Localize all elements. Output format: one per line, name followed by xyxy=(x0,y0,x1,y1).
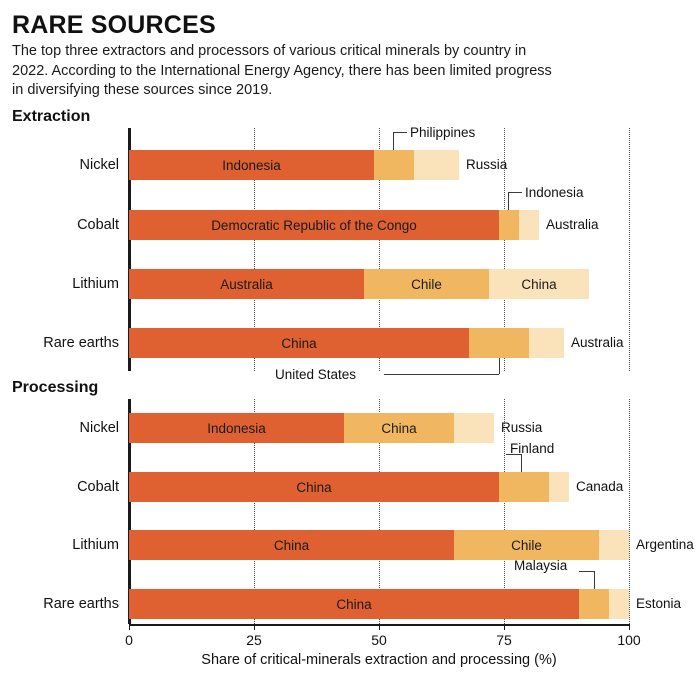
bar-segment xyxy=(364,269,489,299)
segment-label: China xyxy=(381,420,417,436)
row-label: Cobalt xyxy=(77,479,119,496)
leader-line xyxy=(594,571,595,589)
chart-panel-processing xyxy=(12,399,694,624)
table-row xyxy=(77,441,629,502)
gridline-100 xyxy=(629,399,630,624)
segment-label: China xyxy=(521,276,557,292)
leader-line xyxy=(508,192,509,210)
segment-label: Canada xyxy=(576,479,624,495)
plot-area-processing xyxy=(43,399,694,624)
segment-label: Democratic Republic of the Congo xyxy=(211,217,417,233)
bar-segment xyxy=(529,328,624,358)
x-tick xyxy=(254,624,255,630)
leader-line xyxy=(384,374,499,375)
segment-label: Russia xyxy=(466,157,508,173)
stacked-bar xyxy=(129,413,543,443)
stacked-bar xyxy=(129,150,508,180)
stacked-bar xyxy=(129,328,624,358)
x-tick-label: 100 xyxy=(617,632,641,649)
stacked-bar xyxy=(129,472,624,502)
leader-line xyxy=(521,454,522,472)
x-tick-label: 75 xyxy=(496,632,512,649)
segment-label: Australia xyxy=(571,335,624,351)
table-row xyxy=(72,530,694,560)
bar-segment xyxy=(499,472,549,502)
x-tick-label: 0 xyxy=(125,632,133,649)
bar-segment xyxy=(519,210,599,240)
bar-segment xyxy=(129,269,364,299)
bar-segment xyxy=(499,210,519,240)
bar-segment xyxy=(469,328,529,358)
bar-segment xyxy=(454,413,543,443)
row-label: Rare earths xyxy=(43,335,119,352)
bar-segment xyxy=(454,530,599,560)
x-tick-label: 25 xyxy=(246,632,262,649)
row-label: Cobalt xyxy=(77,217,119,234)
bar-segment xyxy=(489,269,589,299)
x-tick xyxy=(129,624,130,630)
callout-label: Indonesia xyxy=(525,185,584,201)
leader-line xyxy=(393,132,407,133)
page-subtitle: The top three extractors and processors of various critical minerals by country in 2022. According to the International Energy Agency, there has been limited progress in diversifying these sources since 2019. xyxy=(12,43,552,98)
bar-segment xyxy=(599,530,694,560)
table-row xyxy=(79,125,629,180)
bar-segment xyxy=(344,413,454,443)
bar-segment xyxy=(579,589,609,619)
segment-label: Australia xyxy=(220,276,273,292)
page-title: RARE SOURCES xyxy=(12,11,216,39)
segment-label: Chile xyxy=(511,537,542,553)
segment-label: Australia xyxy=(546,217,599,233)
leader-line xyxy=(508,192,522,193)
bar-segment xyxy=(549,472,624,502)
bar-segment xyxy=(129,589,579,619)
segment-label: China xyxy=(296,479,332,495)
x-tick xyxy=(629,624,630,630)
segment-label: Russia xyxy=(501,420,543,436)
leader-line xyxy=(499,358,500,374)
row-label: Rare earths xyxy=(43,596,119,613)
x-tick-label: 50 xyxy=(371,632,387,649)
callout-label: Finland xyxy=(510,441,555,457)
x-tick xyxy=(504,624,505,630)
segment-label: Chile xyxy=(411,276,442,292)
row-label: Nickel xyxy=(79,157,119,174)
plot-area-extraction xyxy=(43,125,629,383)
table-row xyxy=(43,558,682,619)
gridline-100 xyxy=(629,128,630,371)
stacked-bar xyxy=(129,530,694,560)
segment-label: China xyxy=(336,596,372,612)
stacked-bar xyxy=(129,269,589,299)
x-tick xyxy=(379,624,380,630)
bar-segment xyxy=(414,150,508,180)
table-row xyxy=(77,185,629,240)
leader-line xyxy=(579,571,594,572)
callout-label: Philippines xyxy=(410,125,476,141)
segment-label: China xyxy=(281,335,317,351)
stacked-bar xyxy=(129,589,682,619)
segment-label: Indonesia xyxy=(207,420,266,436)
bar-segment xyxy=(129,210,499,240)
table-row xyxy=(43,328,629,383)
leader-line xyxy=(393,132,394,150)
section-title-extraction: Extraction xyxy=(12,108,91,126)
stacked-bar xyxy=(129,210,599,240)
bar-segment xyxy=(129,150,374,180)
callout-label: Malaysia xyxy=(514,558,568,574)
bar-segment xyxy=(129,413,344,443)
table-row xyxy=(79,413,629,443)
segment-label: China xyxy=(273,537,310,553)
section-title-processing: Processing xyxy=(12,379,99,397)
callout-label: United States xyxy=(275,367,357,383)
row-label: Nickel xyxy=(79,420,119,437)
x-axis-title: Share of critical-minerals extraction and processing (%) xyxy=(201,652,557,669)
segment-label: Estonia xyxy=(636,596,682,612)
bar-segment xyxy=(129,530,454,560)
bar-segment xyxy=(129,328,469,358)
bar-segment xyxy=(374,150,414,180)
bar-segment xyxy=(129,472,499,502)
row-label: Lithium xyxy=(72,276,119,293)
row-label: Lithium xyxy=(72,537,119,554)
segment-label: Indonesia xyxy=(222,157,281,173)
chart-panel-extraction xyxy=(12,125,688,383)
x-axis xyxy=(12,624,688,670)
bar-segment xyxy=(609,589,682,619)
table-row xyxy=(72,269,629,299)
segment-label: Argentina xyxy=(636,537,694,553)
